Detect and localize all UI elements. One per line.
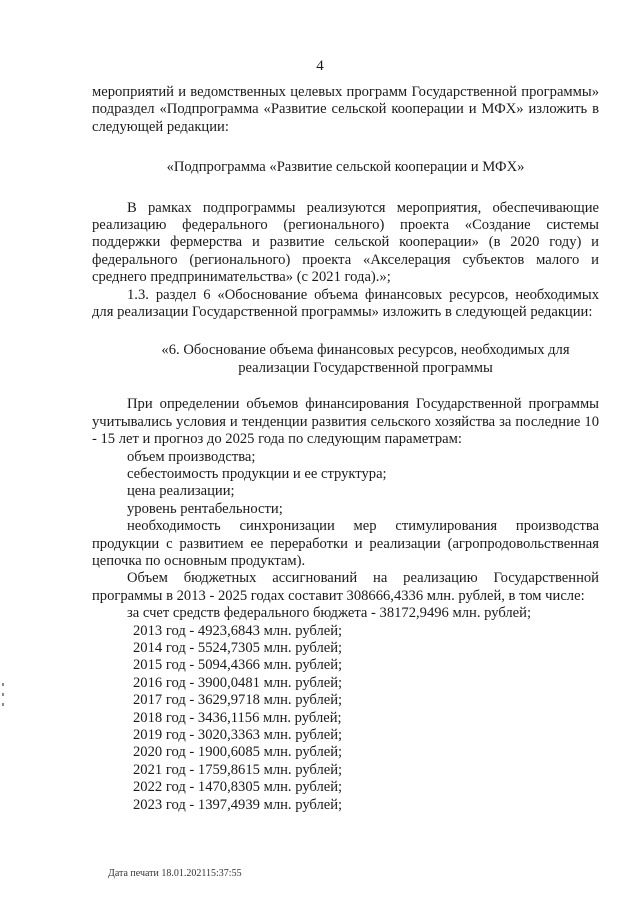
list-item: цена реализации; <box>127 483 235 500</box>
paragraph-synchronization: необходимость синхронизации мер стимулирования производства продукции с развитием ее переработки и реализации (агропродовольственная цепочка по основным продуктам). <box>92 518 599 569</box>
list-item: объем производства; <box>127 448 256 465</box>
paragraph-budget-total: Объем бюджетных ассигнований на реализацию Государственной программы в 2013 - 2025 годах составит 308666,4336 млн. рублей, в том числе: <box>92 570 599 604</box>
federal-budget-line: за счет средств федерального бюджета - 38172,9496 млн. рублей; <box>127 605 532 622</box>
year-row: 2018 год - 3436,1156 млн. рублей; <box>133 709 342 726</box>
year-row: 2014 год - 5524,7305 млн. рублей; <box>133 639 343 656</box>
scan-margin-mark <box>2 693 4 696</box>
year-row: 2023 год - 1397,4939 млн. рублей; <box>133 796 343 813</box>
paragraph-parameters: При определении объемов финансирования Государственной программы учитывались условия и тенденции развития сельского хозяйства за последние 10 - 15 лет и прогноз до 2025 года по следующим параметрам: <box>92 396 599 448</box>
paragraph-section-6: 1.3. раздел 6 «Обоснование объема финансовых ресурсов, необходимых для реализации Государственной программы» изложить в следующей редакции: <box>92 286 599 321</box>
year-row: 2016 год - 3900,0481 млн. рублей; <box>133 674 343 691</box>
subprogram-heading: «Подпрограмма «Развитие сельской кооперации и МФХ» <box>166 159 525 176</box>
year-row: 2015 год - 5094,4366 млн. рублей; <box>133 657 343 674</box>
year-row: 2019 год - 3020,3363 млн. рублей; <box>133 727 343 743</box>
list-item: себестоимость продукции и ее структура; <box>127 465 387 482</box>
parameters-list <box>92 449 599 519</box>
document-body <box>92 84 599 814</box>
section-6-heading: «6. Обоснование объема финансовых ресурсов, необходимых для реализации Государственной программы <box>161 342 570 376</box>
scan-margin-mark <box>2 703 4 706</box>
year-row: 2020 год - 1900,6085 млн. рублей; <box>133 744 343 761</box>
yearly-allocations <box>92 623 599 814</box>
print-date: Дата печати 18.01.202115:37:55 <box>108 868 242 879</box>
year-row: 2017 год - 3629,9718 млн. рублей; <box>133 692 343 709</box>
year-row: 2022 год - 1470,8305 млн. рублей; <box>133 779 343 796</box>
list-item: уровень рентабельности; <box>127 500 283 517</box>
year-row: 2013 год - 4923,6843 млн. рублей; <box>133 622 343 639</box>
page-number: 4 <box>316 58 324 74</box>
scan-margin-mark <box>2 683 4 686</box>
year-row: 2021 год - 1759,8615 млн. рублей; <box>133 761 343 778</box>
paragraph-intro: мероприятий и ведомственных целевых программ Государственной программы» подраздел «Подпрограмма «Развитие сельской кооперации и МФХ» изложить в следующей редакции: <box>92 84 599 135</box>
paragraph-subprogram: В рамках подпрограммы реализуются мероприятия, обеспечивающие реализацию федерального (регионального) проекта «Создание системы поддержки фермерства и развитие сельской кооперации» (в 2020 году) и федерального (регионального) проекта «Акселерация субъектов малого и среднего предпринимательства» (с 2021 года).»; <box>92 199 599 286</box>
